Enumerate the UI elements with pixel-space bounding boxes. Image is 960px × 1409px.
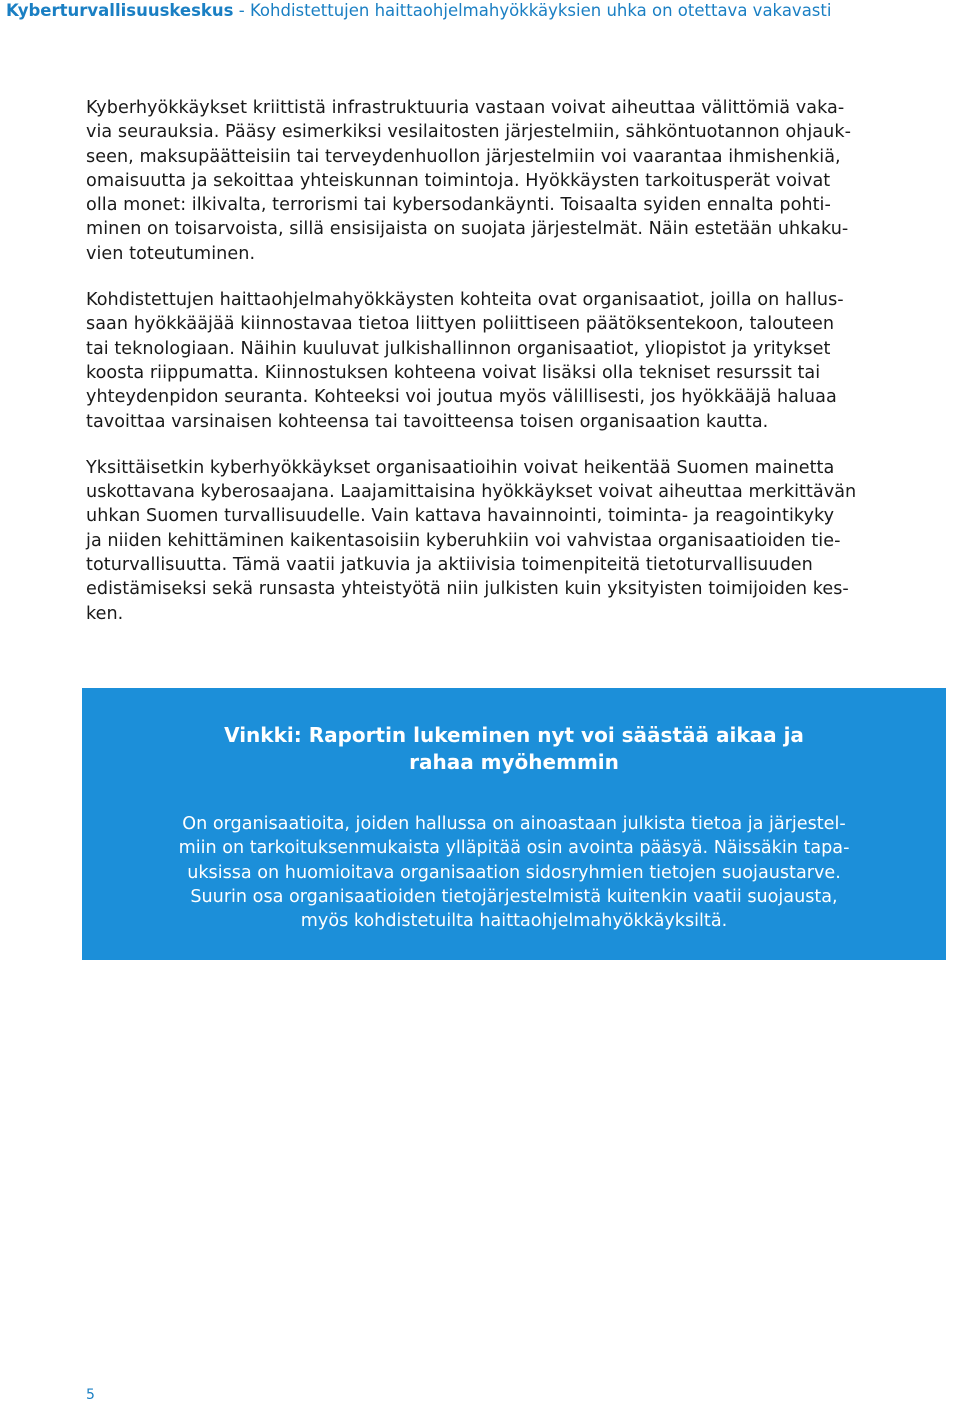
tip-body-line: On organisaatioita, joiden hallussa on ainoastaan julkista tietoa ja järjestel- xyxy=(182,814,846,834)
tip-body-line: myös kohdistetuilta haittaohjelmahyökkäyksiltä. xyxy=(300,911,728,932)
paragraph-line: tavoittaa varsinaisen kohteensa tai tavoitteensa toisen organisaation kautta. xyxy=(86,411,769,432)
tip-body-line: uksissa on huomioitava organisaation sidosryhmien tietojen suojaustarve. xyxy=(187,862,841,883)
paragraph-line: yhteydenpidon seuranta. Kohteeksi voi joutua myös välillisesti, jos hyökkääjä haluaa xyxy=(86,387,837,408)
page-number: 5 xyxy=(86,1387,95,1403)
tip-title xyxy=(82,722,946,776)
tip-body-line: Suurin osa organisaatioiden tietojärjestelmistä kuitenkin vaatii suojausta, xyxy=(190,886,838,907)
tip-body-line: miin on tarkoituksenmukaista ylläpitää osin avointa pääsyä. Näissäkin tapa- xyxy=(178,838,850,859)
paragraph-line: Yksittäisetkin kyberhyökkäykset organisaatioihin voivat heikentää Suomen mainetta xyxy=(86,457,835,478)
paragraph-line: seen, maksupäätteisiin tai terveydenhuollon järjestelmiin voi vaarantaa ihmishenkiä, xyxy=(86,146,841,167)
paragraph-line: Kohdistettujen haittaohjelmahyökkäysten kohteita ovat organisaatiot, joilla on hallus- xyxy=(86,290,844,311)
paragraph-line: tai teknologiaan. Näihin kuuluvat julkishallinnon organisaatiot, yliopistot ja yritykset xyxy=(86,338,831,359)
paragraph-line: ken. xyxy=(86,603,124,624)
paragraph-line: uhkan Suomen turvallisuudelle. Vain kattava havainnointi, toiminta- ja reagointikyky xyxy=(86,506,835,527)
tip-box xyxy=(82,688,946,960)
paragraph-targets xyxy=(86,288,954,434)
paragraph-line: koosta riippumatta. Kiinnostuksen kohteena voivat lisäksi olla tekniset resurssit tai xyxy=(86,362,821,383)
paragraph-line: Kyberhyökkäykset kriittistä infrastruktuuria vastaan voivat aiheuttaa välittömiä vaka- xyxy=(86,98,845,118)
header-separator: - xyxy=(233,1,250,20)
paragraph-line: vien toteutuminen. xyxy=(86,243,256,264)
body-text xyxy=(86,96,954,648)
tip-title-line: rahaa myöhemmin xyxy=(409,750,619,774)
paragraph-line: omaisuutta ja sekoittaa yhteiskunnan toimintoja. Hyökkäysten tarkoitusperät voivat xyxy=(86,170,831,191)
header-organization: Kyberturvallisuuskeskus xyxy=(6,1,234,20)
paragraph-line: via seurauksia. Pääsy esimerkiksi vesilaitosten järjestelmiin, sähköntuotannon ohjauk- xyxy=(86,122,851,143)
paragraph-reputation xyxy=(86,456,954,626)
paragraph-line: minen on toisarvoista, sillä ensisijaista on suojata järjestelmät. Näin estetään uhkaku- xyxy=(86,219,849,240)
tip-body xyxy=(82,812,946,933)
paragraph-line: olla monet: ilkivalta, terrorismi tai kybersodankäynti. Toisaalta syiden ennalta pohti- xyxy=(86,195,831,216)
paragraph-line: toturvallisuutta. Tämä vaatii jatkuvia ja aktiivisia toimenpiteitä tietoturvallisuuden xyxy=(86,555,813,576)
header-subtitle: Kohdistettujen haittaohjelmahyökkäyksien uhka on otettava vakavasti xyxy=(249,1,832,20)
paragraph-line: edistämiseksi sekä runsasta yhteistyötä niin julkisten kuin yksityisten toimijoiden kes- xyxy=(86,579,849,600)
paragraph-line: uskottavana kyberosaajana. Laajamittaisina hyökkäykset voivat aiheuttaa merkittävän xyxy=(86,482,857,503)
paragraph-critical-infrastructure xyxy=(86,96,954,266)
paragraph-line: saan hyökkääjää kiinnostavaa tietoa liittyen poliittiseen päätöksentekoon, talouteen xyxy=(86,314,835,335)
paragraph-line: ja niiden kehittäminen kaikentasoisiin kyberuhkiin voi vahvistaa organisaatioiden tie- xyxy=(86,530,841,551)
tip-title-line: Vinkki: Raportin lukeminen nyt voi säästää aikaa ja xyxy=(224,723,804,747)
running-header xyxy=(6,0,954,26)
